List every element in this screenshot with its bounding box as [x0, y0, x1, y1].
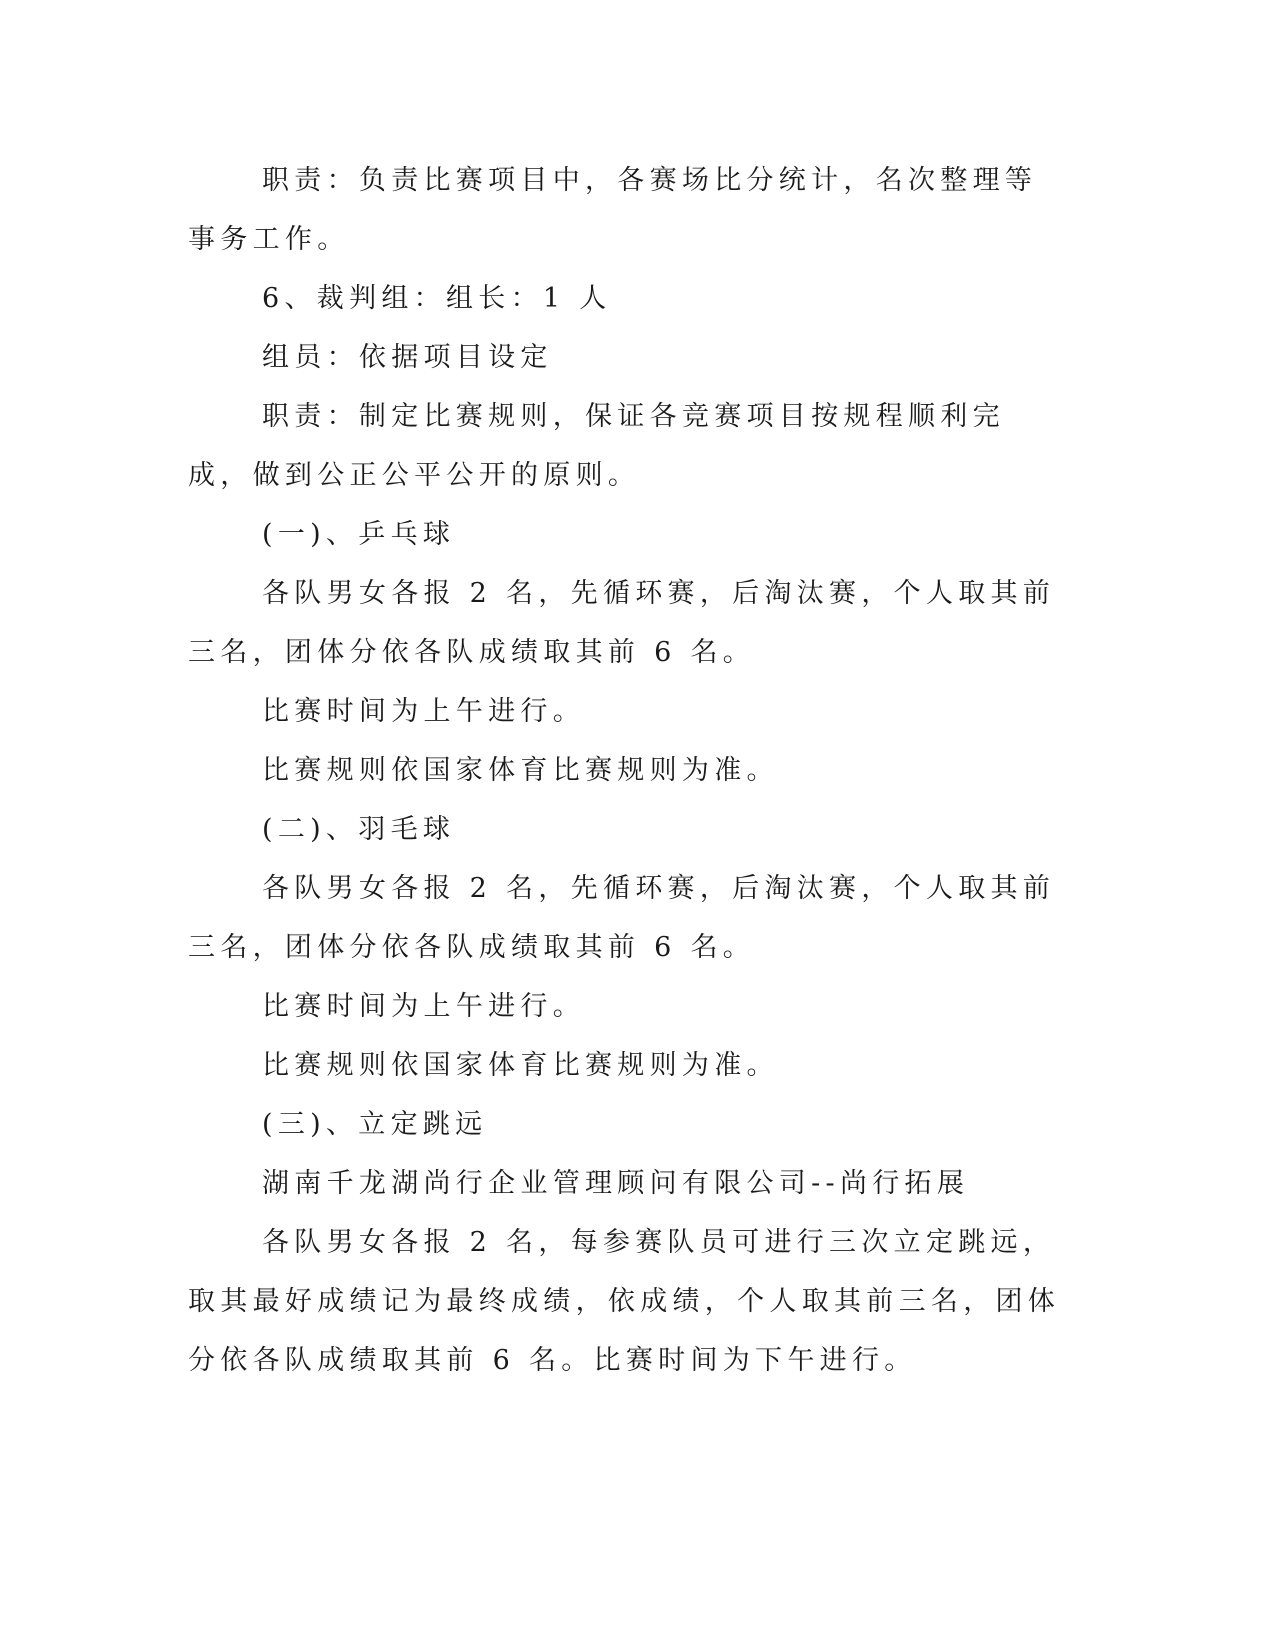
paragraph-badminton-rules: 各队男女各报 2 名，先循环赛，后淘汰赛，个人取其前三名，团体分依各队成绩取其前 6 名。 — [188, 873, 1056, 963]
paragraph-referee-duties: 职责：制定比赛规则，保证各竞赛项目按规程顺利完成，做到公正公平公开的原则。 — [188, 401, 1005, 491]
paragraph-referee-members: 组员：依据项目设定 — [262, 342, 553, 373]
paragraph-table-tennis-rules: 各队男女各报 2 名，先循环赛，后淘汰赛，个人取其前三名，团体分依各队成绩取其前 6 名。 — [188, 578, 1056, 668]
paragraph-referee-group: 6、裁判组：组长：1 人 — [262, 283, 612, 314]
paragraph-table-tennis-standard: 比赛规则依国家体育比赛规则为准。 — [262, 755, 779, 786]
paragraph-long-jump-rules: 各队男女各报 2 名，每参赛队员可进行三次立定跳远，取其最好成绩记为最终成绩，依成绩，个人取其前三名，团体分依各队成绩取其前 6 名。比赛时间为下午进行。 — [188, 1227, 1061, 1376]
company-footer-line: 湖南千龙湖尚行企业管理顾问有限公司--尚行拓展 — [262, 1168, 970, 1199]
heading-badminton: (二)、羽毛球 — [262, 814, 456, 845]
heading-standing-long-jump: (三)、立定跳远 — [262, 1109, 488, 1140]
paragraph-badminton-time: 比赛时间为上午进行。 — [262, 991, 585, 1022]
paragraph-badminton-standard: 比赛规则依国家体育比赛规则为准。 — [262, 1050, 779, 1081]
heading-table-tennis: (一)、乒乓球 — [262, 519, 456, 550]
paragraph-scorekeeping-duties: 职责：负责比赛项目中，各赛场比分统计，名次整理等事务工作。 — [188, 165, 1038, 255]
paragraph-table-tennis-time: 比赛时间为上午进行。 — [262, 696, 585, 727]
